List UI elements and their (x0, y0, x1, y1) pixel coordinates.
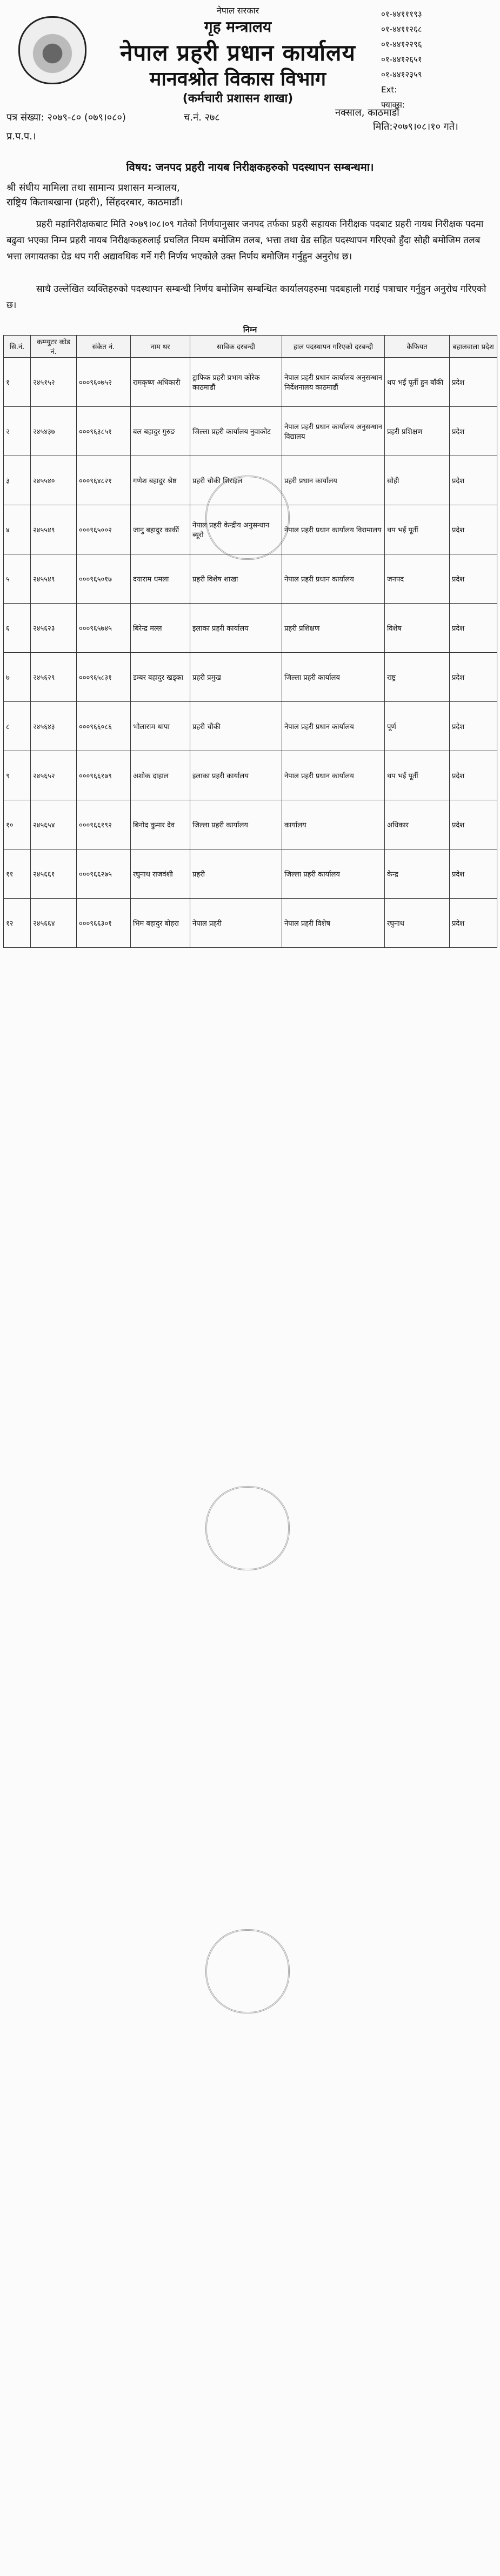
table-cell: ९ (4, 751, 31, 800)
table-cell: प्रदेश (450, 456, 497, 505)
table-cell: ०००९६४८२१ (77, 456, 131, 505)
table-cell: जिल्ला प्रहरी कार्यालय (282, 653, 385, 702)
table-cell: २४५१५२ (31, 358, 77, 407)
table-cell: ४ (4, 505, 31, 554)
table-cell: २४५६६१ (31, 849, 77, 899)
table-cell: ५ (4, 554, 31, 604)
personnel-table (3, 324, 497, 948)
table-cell: प्रहरी प्रमुख (190, 653, 282, 702)
table-cell: २४५५४० (31, 456, 77, 505)
office-title: नेपाल प्रहरी प्रधान कार्यालय (120, 39, 356, 66)
table-cell: ०००९६६१९२ (77, 800, 131, 849)
table-cell: प्रहरी प्रशिक्षण (282, 604, 385, 653)
address-line-2: राष्ट्रिय किताबखाना (प्रहरी), सिंहदरबार, काठमाडौं। (6, 197, 183, 208)
phone-list (381, 6, 489, 112)
nepal-police-emblem-icon (18, 16, 86, 84)
table-cell: जिल्ला प्रहरी कार्यालय (190, 800, 282, 849)
table-cell: रघुनाथ (385, 899, 450, 948)
table-cell: प्रदेश (450, 407, 497, 456)
col-name: नाम थर (131, 336, 190, 358)
table-cell: नेपाल प्रहरी प्रधान कार्यालय (282, 554, 385, 604)
table-row (4, 358, 497, 407)
table-row (4, 800, 497, 849)
phone-2: ०१-४४११२६८ (381, 24, 422, 34)
table-cell: २ (4, 407, 31, 456)
body-paragraph-1: प्रहरी महानिरीक्षकबाट मिति २०७९।०८।०९ गतेको निर्णयानुसार जनपद तर्फका प्रहरी सहायक निरीक्षक पदबाट प्रहरी नायब निरीक्षक पदमा बढुवा भएका निम्न प्रहरी नायब निरीक्षकहरुलाई प्रचलित नियम बमोजिम तलब, भत्ता तथा ग्रेड सहित पदस्थापन गरिएको हुँदा सोही बमोजिम तलब भत्ता लगायतका ग्रेड थप गरी अद्यावधिक गर्ने गरी निर्णय भएकोले उक्त निर्णय बमोजिम गर्नुहुन अनुरोध छ। (6, 219, 484, 262)
table-cell: प्रदेश (450, 505, 497, 554)
table-cell: ७ (4, 653, 31, 702)
table-cell: प्रदेश (450, 358, 497, 407)
table-cell: ३ (4, 456, 31, 505)
col-sn: सि.नं. (4, 336, 31, 358)
table-cell: प्रदेश (450, 604, 497, 653)
table-cell: ट्राफिक प्रहरी प्रभाग कोरेक काठमाडौं (190, 358, 282, 407)
table-cell: बिरेन्द्र मल्ल (131, 604, 190, 653)
table-cell: प्रदेश (450, 554, 497, 604)
office-stamp (205, 1929, 290, 2013)
table-cell: नेपाल प्रहरी केन्द्रीय अनुसन्धान ब्यूरो (190, 505, 282, 554)
table-cell: इलाका प्रहरी कार्यालय (190, 751, 282, 800)
table-cell: गणेश बहादुर श्रेष्ठ (131, 456, 190, 505)
table-row (4, 702, 497, 751)
table-cell: २४५५४९ (31, 554, 77, 604)
table-cell: कार्यालय (282, 800, 385, 849)
address-line-1: श्री संघीय मामिला तथा सामान्य प्रशासन मन्त्रालय, (6, 182, 180, 193)
body-paragraph-2: साथै उल्लेखित व्यक्तिहरुको पदस्थापन सम्बन्धी निर्णय बमोजिम सम्बन्धित कार्यालयहरुमा पदबहाली गराई पत्राचार गर्नुहुन अनुरोध गरिएको छ। (6, 284, 486, 311)
fax-label: फ्याक्स: (381, 100, 405, 110)
table-cell: प्रहरी चौकी (190, 702, 282, 751)
table-row (4, 604, 497, 653)
table-cell: २४५६२९ (31, 653, 77, 702)
division-title: मानवश्रोत विकास विभाग (149, 68, 326, 90)
table-cell: प्रदेश (450, 702, 497, 751)
table-cell: १ (4, 358, 31, 407)
table-cell: केन्द्र (385, 849, 450, 899)
table-cell: प्रदेश (450, 653, 497, 702)
table-cell: प्रदेश (450, 751, 497, 800)
table-cell: प्रदेश (450, 800, 497, 849)
table-cell: बल बहादुर गुरुङ (131, 407, 190, 456)
table-cell: प्रहरी प्रधान कार्यालय (282, 456, 385, 505)
table-cell: नेपाल प्रहरी प्रधान कार्यालय अनुसन्धान विद्यालय (282, 407, 385, 456)
table-cell: नेपाल प्रहरी (190, 899, 282, 948)
table-cell: ११ (4, 849, 31, 899)
table-cell: नेपाल प्रहरी प्रधान कार्यालय विरामालय (282, 505, 385, 554)
table-cell: २४५४३७ (31, 407, 77, 456)
table-row (4, 554, 497, 604)
table-cell: ८ (4, 702, 31, 751)
ministry-title: गृह मन्त्रालय (204, 18, 272, 36)
table-cell: १० (4, 800, 31, 849)
table-cell: नेपाल प्रहरी प्रधान कार्यालय अनुसन्धान निर्देशनालय काठमाडौं (282, 358, 385, 407)
col-province: बहालवाला प्रदेश (450, 336, 497, 358)
table-cell: पूर्ण (385, 702, 450, 751)
table-header-row (4, 336, 497, 358)
table-cell: ०००९६५०१७ (77, 554, 131, 604)
office-place: नक्साल, काठमाडौं (335, 107, 399, 118)
table-cell: बिनोद कुमार देव (131, 800, 190, 849)
table-cell: २४५६४३ (31, 702, 77, 751)
table-cell: दयाराम धमला (131, 554, 190, 604)
table-cell: थप भर्ई पूर्ती हुन बाँकी (385, 358, 450, 407)
table-cell: ०००९६०७५२ (77, 358, 131, 407)
table-cell: जानु बहादुर कार्की (131, 505, 190, 554)
phone-4: ०१-४४१२६५१ (381, 55, 422, 64)
table-cell: जिल्ला प्रहरी कार्यालय नुवाकोट (190, 407, 282, 456)
table-cell: सोही (385, 456, 450, 505)
table-cell: नेपाल प्रहरी प्रधान कार्यालय (282, 751, 385, 800)
table-cell: प्रहरी प्रशिक्षण (385, 407, 450, 456)
table-cell: थप भर्ई पूर्ती (385, 751, 450, 800)
col-remarks: कैफियत (385, 336, 450, 358)
table-cell: २४५६२३ (31, 604, 77, 653)
table-cell: नेपाल प्रहरी विशेष (282, 899, 385, 948)
table-cell: अधिकार (385, 800, 450, 849)
table-row (4, 849, 497, 899)
col-current: हाल पदस्थापन गरिएको दरबन्दी (282, 336, 385, 358)
subject-line: विषय: जनपद प्रहरी नायब निरीक्षकहरुको पदस्थापन सम्बन्धमा। (126, 160, 374, 173)
table-row (4, 407, 497, 456)
section-title: (कर्मचारी प्रशासन शाखा) (182, 92, 294, 105)
table-cell: २४५६६४ (31, 899, 77, 948)
table-caption: निम्न (243, 325, 257, 334)
table-cell: प्रहरी चौकी शिराइल (190, 456, 282, 505)
table-cell: डम्बर बहादुर खड्का (131, 653, 190, 702)
chalani-number: च.नं. २७८ (184, 112, 220, 123)
table-cell: प्रदेश (450, 899, 497, 948)
col-computer-code: कम्प्युटर कोड नं. (31, 336, 77, 358)
col-previous: साविक दरबन्दी (190, 336, 282, 358)
table-cell: प्रहरी विशेष शाखा (190, 554, 282, 604)
table-cell: ०००९६५८३१ (77, 653, 131, 702)
table-cell: ०००९६६३०१ (77, 899, 131, 948)
phone-1: ०१-४४१११९३ (381, 9, 422, 19)
table-cell: जिल्ला प्रहरी कार्यालय (282, 849, 385, 899)
col-sanket: संकेत नं. (77, 336, 131, 358)
table-cell: भोलाराम थापा (131, 702, 190, 751)
table-cell: नेपाल प्रहरी प्रधान कार्यालय (282, 702, 385, 751)
table-cell: जनपद (385, 554, 450, 604)
table-cell: रघुनाथ राजवंशी (131, 849, 190, 899)
table-cell: ०००९६३८५१ (77, 407, 131, 456)
table-cell: २४५६५२ (31, 751, 77, 800)
table-row (4, 899, 497, 948)
table-cell: प्रदेश (450, 849, 497, 899)
table-cell: १२ (4, 899, 31, 948)
table-cell: विशेष (385, 604, 450, 653)
table-cell: राष्ट्र (385, 653, 450, 702)
table-cell: इलाका प्रहरी कार्यालय (190, 604, 282, 653)
office-stamp (205, 476, 290, 560)
letter-date: मिति:२०७९।०८।१० गते। (373, 121, 458, 132)
table-cell: ०००९६६०८६ (77, 702, 131, 751)
ext-label: Ext: (381, 85, 397, 95)
table-cell: रामकृष्ण अधिकारी (131, 358, 190, 407)
table-cell: भिम बहादुर बोहरा (131, 899, 190, 948)
table-cell: थप भर्ई पूर्ती (385, 505, 450, 554)
table-cell: प्रहरी (190, 849, 282, 899)
table-cell: अशोक दाहाल (131, 751, 190, 800)
table-cell: २४५५४९ (31, 505, 77, 554)
table-cell: ६ (4, 604, 31, 653)
table-cell: २४५६५४ (31, 800, 77, 849)
office-stamp (205, 1486, 290, 1570)
table-cell: ०००९६५००२ (77, 505, 131, 554)
phone-5: ०१-४४१२३५९ (381, 70, 422, 79)
gov-label: नेपाल सरकार (216, 5, 259, 16)
pra-label: प्र.प.प.। (6, 131, 36, 142)
table-cell: ०००९६६२७५ (77, 849, 131, 899)
letterhead (0, 0, 500, 130)
table-cell: ०००९६५७४५ (77, 604, 131, 653)
patra-number: पत्र संख्या: २०७९-८० (०७९।०८०) (6, 112, 126, 123)
table-row (4, 653, 497, 702)
table-row (4, 751, 497, 800)
table-cell: ०००९६६१७९ (77, 751, 131, 800)
phone-3: ०१-४४१२२९६ (381, 39, 422, 49)
